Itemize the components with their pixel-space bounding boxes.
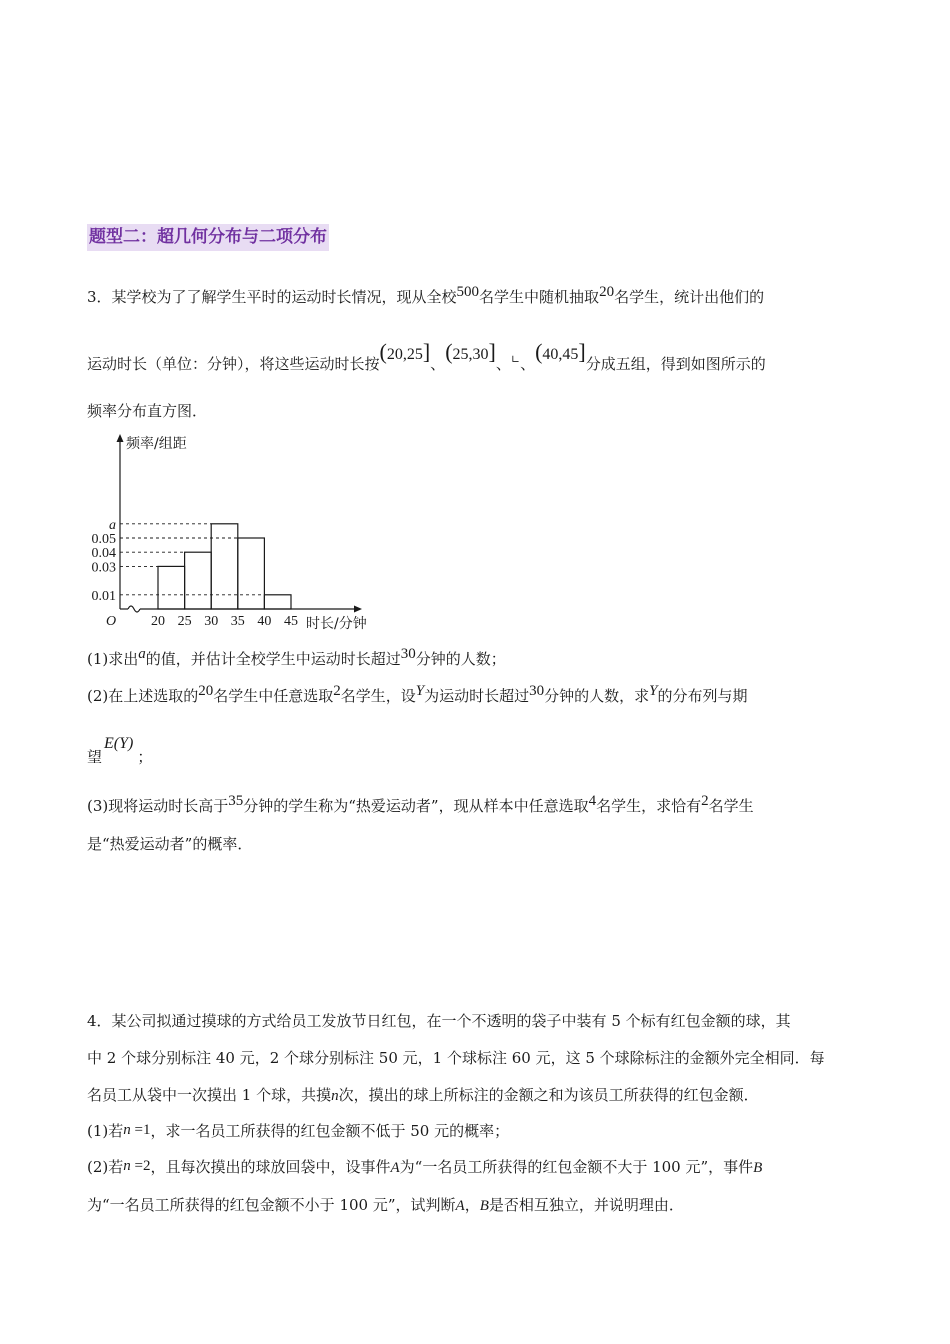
math-2: 2	[333, 683, 341, 699]
q3-line-3: 频率分布直方图．	[87, 402, 208, 420]
q4-text: ，求一名员工所获得的红包金额不低于 50 元的概率；	[150, 1122, 510, 1140]
q3-part-2-cont	[87, 735, 153, 767]
math-a: a	[138, 646, 146, 662]
q3-text: 分成五组，得到如图所示的	[585, 355, 766, 373]
math-n: n	[331, 1088, 339, 1104]
q4-line-1: 4．某公司拟通过摸球的方式给员工发放节日红包，在一个不透明的袋子中装有 5 个标有红包金额的球，其	[87, 1012, 791, 1030]
math-n: n	[123, 1158, 131, 1174]
histogram-bar	[158, 566, 185, 609]
q3-text: 名学生，求恰有	[596, 797, 702, 815]
separator: 、	[430, 355, 446, 373]
y-tick-label: 0.04	[91, 546, 116, 562]
q3-part-1	[87, 648, 506, 669]
q3-part-3-cont: 是“热爱运动者”的概率．	[87, 835, 253, 853]
q4-text: ，	[464, 1196, 480, 1214]
x-tick-label: 45	[284, 614, 298, 629]
math-500: 500	[456, 284, 480, 300]
q4-text: (2)若	[87, 1158, 124, 1176]
math-A: A	[390, 1160, 400, 1176]
q3-text: 名学生中随机抽取	[479, 288, 600, 306]
math-n: n	[123, 1122, 131, 1138]
q3-text: 分钟的人数，求	[544, 687, 650, 705]
y-axis-label: 频率/组距	[126, 436, 187, 452]
q3-text: 名学生	[708, 797, 754, 815]
section-heading: 题型二：超几何分布与二项分布	[87, 224, 329, 251]
q4-part-2	[87, 1156, 762, 1177]
q3-text: 名学生，统计出他们的	[614, 288, 765, 306]
math-B: B	[753, 1160, 763, 1176]
histogram-bar	[264, 595, 291, 609]
math-A: A	[455, 1198, 465, 1214]
math-30: 30	[529, 683, 545, 699]
math-30: 30	[400, 646, 416, 662]
math-B: B	[479, 1198, 489, 1214]
x-axis-break	[128, 606, 140, 612]
q4-line-2: 中 2 个球分别标注 40 元，2 个球分别标注 50 元，1 个球标注 60 元，这 5 个球除标注的金额外完全相同．每	[87, 1049, 825, 1067]
x-tick-label: 35	[230, 614, 245, 629]
interval-25-30: (25,30]	[445, 339, 496, 364]
histogram-bar	[185, 552, 212, 609]
q3-text: 名学生，设	[340, 687, 416, 705]
x-axis-label: 时长/分钟	[306, 616, 367, 632]
q3-text: 分钟的学生称为“热爱运动者”，现从样本中任意选取	[243, 797, 589, 815]
math-Y: Y	[415, 683, 425, 699]
q3-text: (2)在上述选取的	[87, 687, 199, 705]
math-eq-1: =1	[130, 1122, 151, 1138]
interval-40-45: (40,45]	[535, 339, 586, 364]
math-20: 20	[599, 284, 615, 300]
q3-text: 为运动时长超过	[424, 687, 530, 705]
math-4: 4	[588, 793, 597, 809]
y-tick-label: a	[109, 517, 116, 533]
q4-line-3	[87, 1084, 759, 1105]
q3-part-2	[87, 685, 748, 706]
q3-text: 名学生中任意选取	[213, 687, 334, 705]
q4-text: 是否相互独立，并说明理由．	[488, 1196, 684, 1214]
q4-text: ，且每次摸出的球放回袋中，设事件	[150, 1158, 391, 1176]
q3-text: 的分布列与期	[657, 687, 748, 705]
x-tick-label: 40	[257, 614, 272, 629]
q3-part-3	[87, 795, 754, 816]
separator: 、	[520, 355, 536, 373]
q3-text: (1)求出	[87, 650, 139, 668]
q3-text: 运动时长（单位：分钟），将这些运动时长按	[87, 355, 380, 373]
q3-text: 3．某学校为了了解学生平时的运动时长情况，现从全校	[87, 288, 457, 306]
ellipsis-symbol: ∟	[510, 353, 521, 366]
q4-part-1	[87, 1120, 509, 1141]
q4-text: 为“一名员工所获得的红包金额不小于 100 元”，试判断	[87, 1196, 456, 1214]
q3-text: 望	[87, 748, 103, 766]
x-axis-arrow	[354, 606, 362, 613]
math-eq-2: =2	[130, 1158, 151, 1174]
q3-line-1	[87, 286, 764, 307]
q3-text: (3)现将运动时长高于	[87, 797, 229, 815]
math-Y: Y	[649, 683, 658, 699]
q4-text: 次，摸出的球上所标注的金额之和为该员工所获得的红包金额．	[338, 1086, 759, 1104]
math-EY: E(Y)	[104, 735, 134, 752]
q3-text: ；	[137, 748, 153, 766]
x-tick-label: 30	[204, 614, 219, 629]
y-tick-label: 0.01	[91, 588, 116, 604]
q3-text: 分钟的人数；	[415, 650, 506, 668]
y-axis-arrow	[117, 434, 124, 442]
q4-text: 名员工从袋中一次摸出 1 个球，共摸	[87, 1086, 332, 1104]
math-2: 2	[701, 793, 709, 809]
frequency-histogram	[84, 432, 384, 637]
q3-line-2	[87, 339, 766, 375]
q4-part-2-cont	[87, 1194, 684, 1215]
x-tick-label: 25	[177, 614, 192, 629]
y-tick-label: 0.03	[91, 560, 116, 576]
q4-text: (1)若	[87, 1122, 124, 1140]
histogram-bar	[211, 524, 238, 609]
histogram-bar	[238, 538, 265, 609]
origin-label: O	[106, 614, 117, 629]
math-35: 35	[228, 793, 244, 809]
interval-20-25: (20,25]	[379, 339, 431, 364]
y-tick-label: 0.05	[91, 532, 116, 547]
math-20: 20	[198, 683, 214, 699]
x-tick-label: 20	[151, 614, 165, 629]
separator: 、	[495, 355, 511, 373]
q3-text: 的值，并估计全校学生中运动时长超过	[145, 650, 401, 668]
q4-text: 为“一名员工所获得的红包金额不大于 100 元”，事件	[399, 1158, 754, 1176]
